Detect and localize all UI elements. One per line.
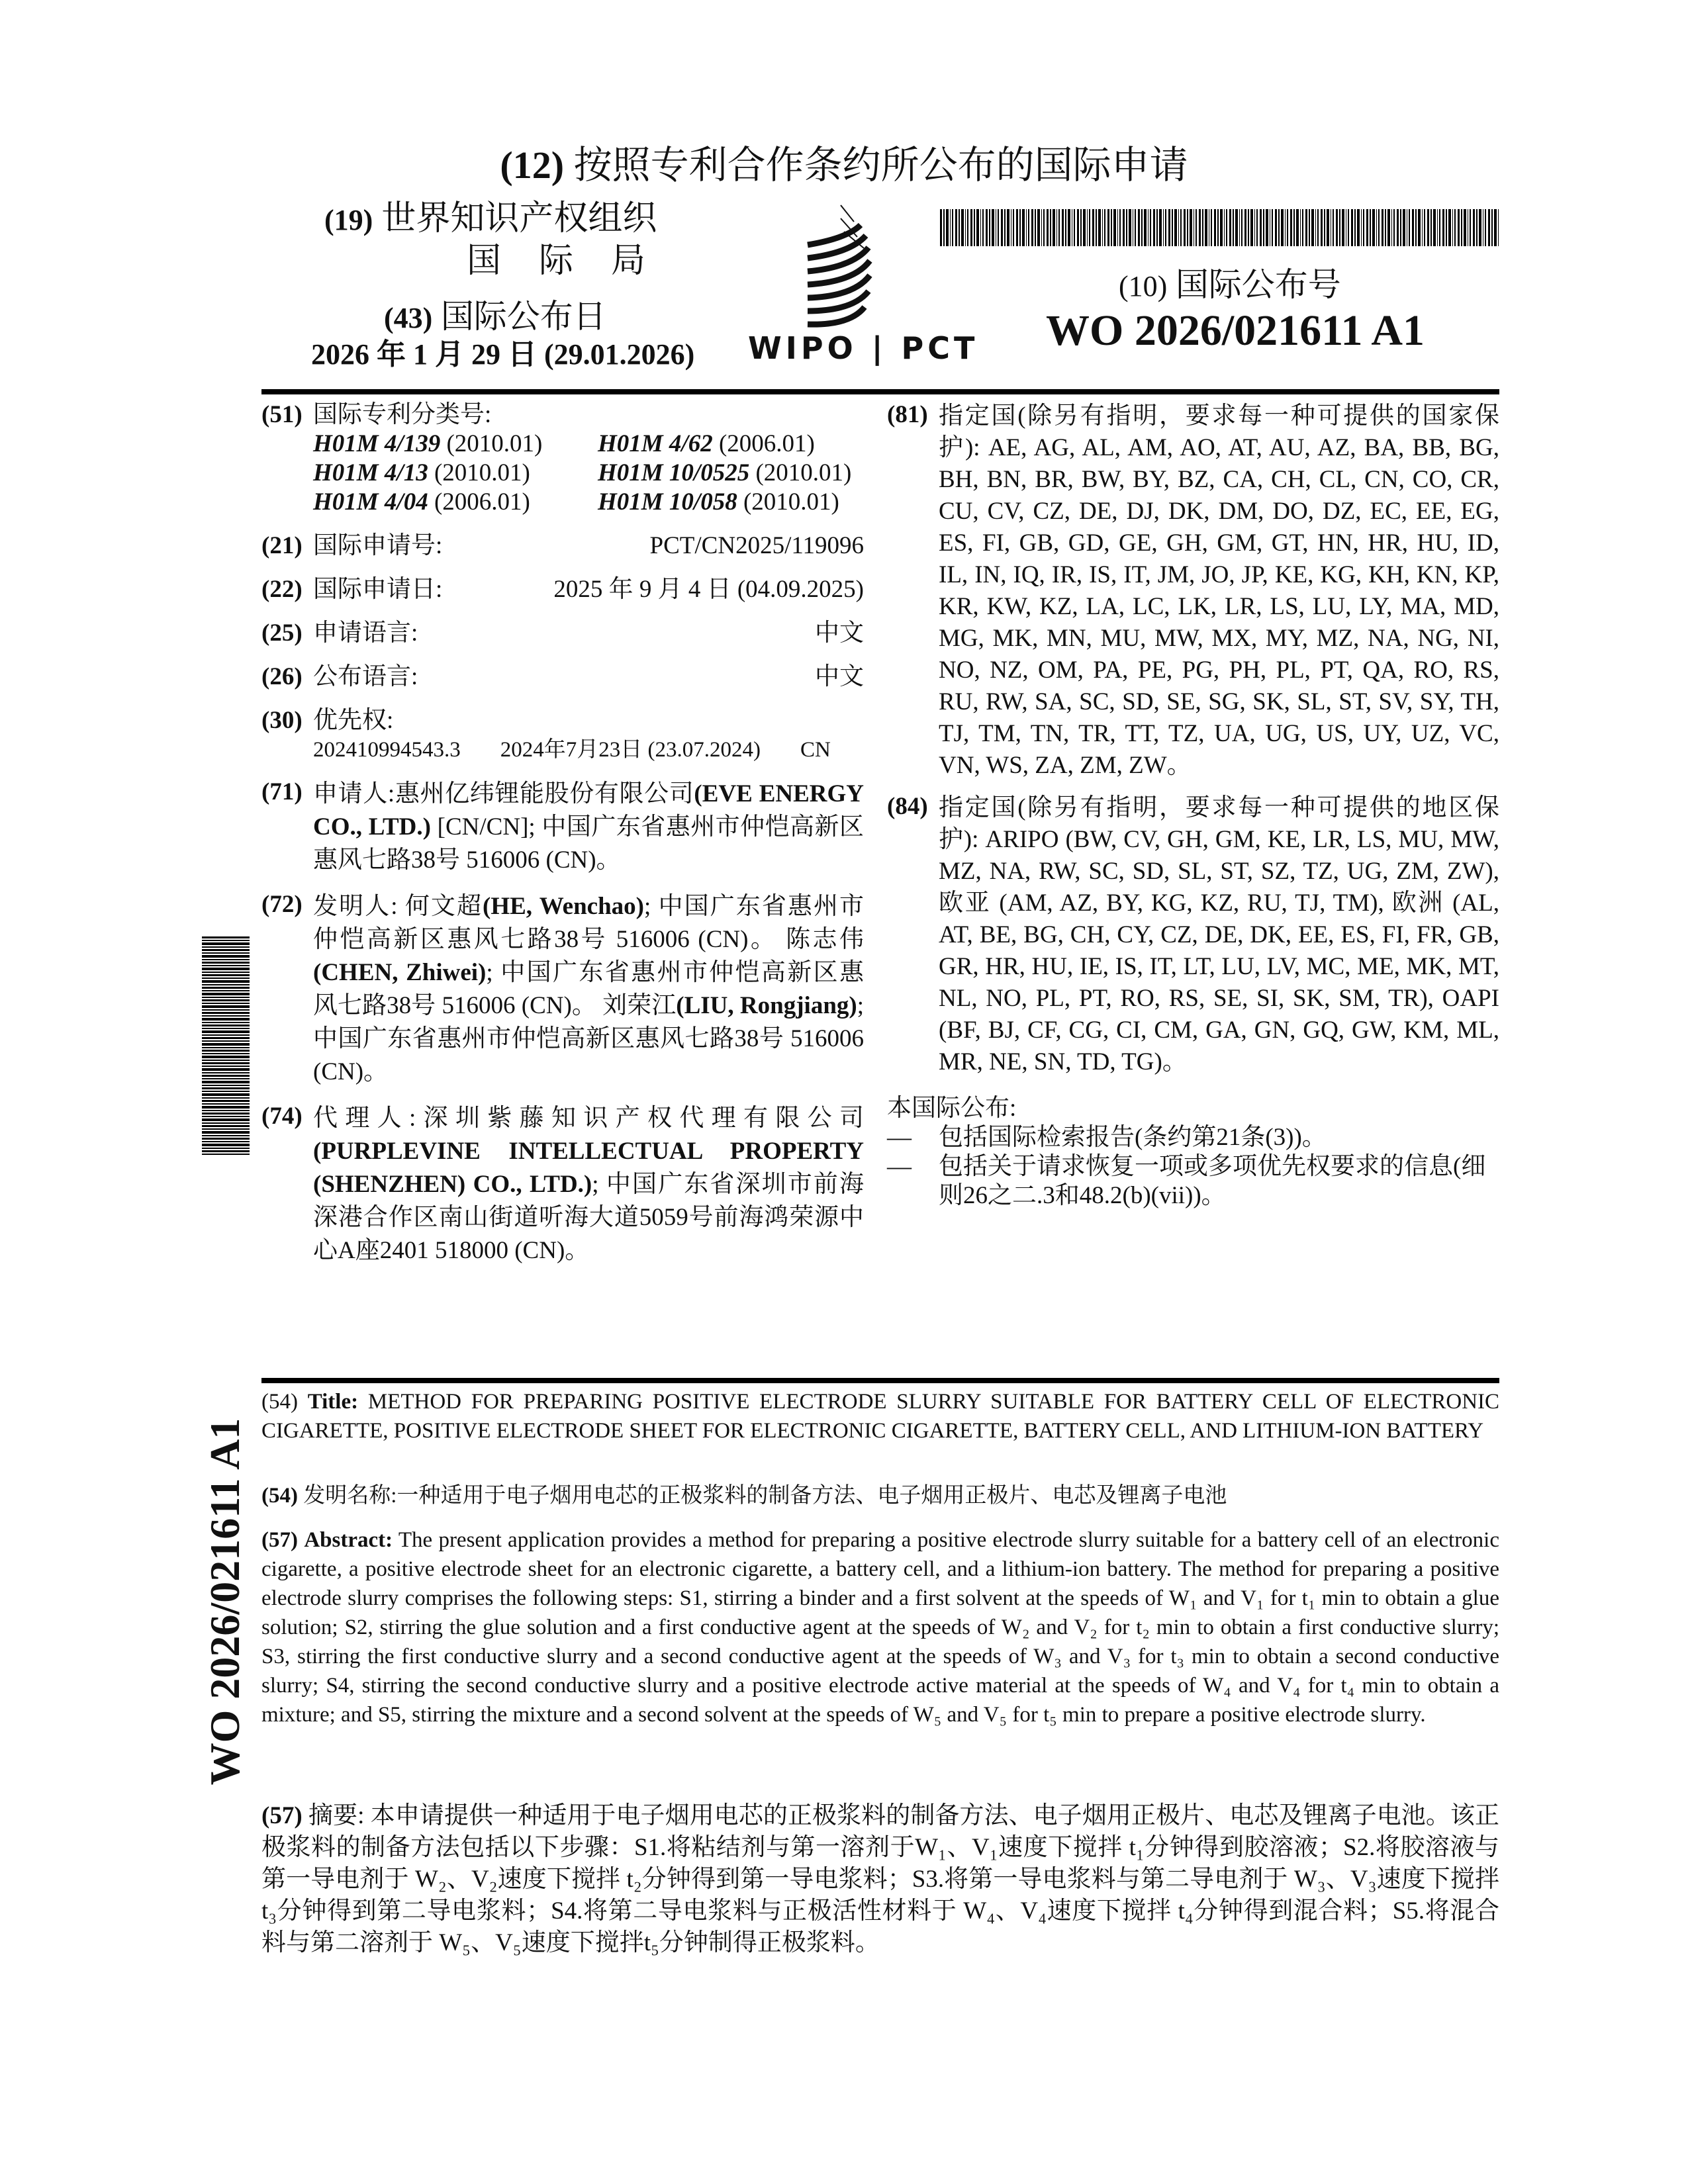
- label: 优先权:: [313, 707, 394, 734]
- label: 国际公布号: [1175, 266, 1341, 303]
- ipc-class: H01M 4/139: [313, 430, 441, 457]
- dash: —: [887, 1124, 912, 1151]
- title-text: METHOD FOR PREPARING POSITIVE ELECTRODE SLURRY SUITABLE FOR BATTERY CELL OF ELECTRONIC CIGARETTE, POSITIVE ELECTRODE SHEET FOR ELECTRONIC CIGARETTE, BATTERY CELL, AND LITHIUM-ION BATTERY: [261, 1390, 1500, 1443]
- title-text: 一种适用于电子烟用电芯的正极浆料的制备方法、电子烟用正极片、电芯及锂离子电池: [397, 1484, 1227, 1508]
- label: Abstract:: [304, 1528, 393, 1552]
- inid-code: (54): [261, 1484, 298, 1508]
- title-english: [261, 1387, 1499, 1445]
- agent-field: [261, 1102, 864, 1267]
- inventor-address: ; 中国广东省惠州市仲恺高新区惠风七路38号 516006 (CN)。: [313, 959, 865, 1019]
- ipc-class: H01M 4/04: [313, 488, 428, 516]
- label: 发明名称:: [303, 1484, 397, 1508]
- priority-number: 202410994543.3: [313, 738, 461, 762]
- label: 指定国(除另有指明，要求每一种可提供的地区保护):: [939, 794, 1499, 853]
- ipc-version: (2010.01): [743, 488, 839, 516]
- agent-name-cn: 深圳紫藤知识产权代理有限公司: [416, 1105, 865, 1132]
- label: 国际公布日: [440, 298, 606, 335]
- inid-code: (54): [261, 1390, 298, 1414]
- application-number-field: [261, 531, 864, 561]
- inventor-name-en: (LIU, Rongjiang): [676, 992, 857, 1019]
- document-type-heading: [0, 142, 1688, 189]
- label: 指定国(除另有指明，要求每一种可提供的国家保护):: [939, 402, 1499, 461]
- inid-code: (22): [261, 576, 303, 603]
- inventor-address: ; 中国广东省惠州市仲恺高新区惠风七路38号 516006 (CN)。: [313, 893, 865, 953]
- ipc-class: H01M 10/0525: [598, 459, 750, 486]
- filing-language-field: [261, 619, 864, 648]
- agent-address: ; 中国广东省深圳市前海深港合作区南山街道听海大道5059号前海鸿荣源中心A座2401 518000 (CN)。: [313, 1171, 865, 1264]
- inid-code: (84): [887, 793, 928, 820]
- filing-language: 中文: [815, 619, 864, 647]
- label: Title:: [307, 1390, 359, 1414]
- vertical-publication-number: WO 2026/021611 A1: [201, 1418, 248, 1786]
- ipc-classes: [313, 430, 876, 517]
- vertical-barcode: [202, 936, 250, 1155]
- dash: —: [887, 1153, 912, 1180]
- inventor-name-cn: 陈志伟: [786, 926, 865, 953]
- inid-code: (12): [500, 144, 565, 187]
- inid-code: (72): [261, 891, 303, 918]
- abstract-text: The present application provides a method for preparing a positive electrode slurry suitable for a battery cell of an electronic cigarette, a positive electrode sheet for an electronic cigarette, a battery cell, and a lithium-ion battery. The method for preparing a positive electrode slurry comprises the following steps: S1, stirring a binder and a first solvent at the speeds of W₁ and V₁ for t₁ min to obtain a glue solution; S2, stirring the glue solution and a first conductive agent at the speeds of W₂ and V₂ for t₂ min to obtain a first conductive slurry; S3, stirring the first conductive slurry and a second conductive agent at the speeds of W₃ and V₃ for t₃ min to obtain a second conductive slurry; S4, stirring the second conductive slurry and a positive electrode active material at the speeds of W₄ and V₄ for t₄ min to obtain a mixture; and S5, stirring the mixture and a second solvent at the speeds of W₅ and V₅ for t₅ min to prepare a positive electrode slurry.: [261, 1528, 1500, 1727]
- label: 国际申请日:: [313, 576, 443, 603]
- application-number: PCT/CN2025/119096: [649, 532, 864, 559]
- inid-code: (19): [324, 204, 373, 236]
- designated-states-regional: [887, 792, 1499, 1078]
- abstract-chinese: [261, 1800, 1499, 1959]
- ipc-field: [261, 400, 864, 517]
- ipc-version: (2010.01): [755, 459, 852, 486]
- publication-date-label: [384, 296, 606, 338]
- filing-date-field: [261, 575, 864, 604]
- ipc-class: H01M 4/13: [313, 459, 428, 486]
- inid-code: (51): [261, 401, 303, 428]
- ipc-label: 国际专利分类号:: [313, 401, 492, 428]
- publication-number-label: [1119, 265, 1341, 306]
- label: 发明人:: [313, 893, 398, 920]
- inventor-name-en: (HE, Wenchao): [483, 893, 644, 920]
- national-states-list: AE, AG, AL, AM, AO, AT, AU, AZ, BA, BB, BG, BH, BN, BR, BW, BY, BZ, CA, CH, CL, CN, CO, CR, CU, CV, CZ, DE, DJ, DK, DM, DO, DZ, EC, EE, EG, ES, FI, GB, GD, GE, GH, GM, GT, HN, HR, HU, ID, IL, IN, IQ, IR, IS, IT, JM, JO, JP, KE, KG, KH, KN, KP, KR, KW, KZ, LA, LC, LK, LR, LS, LU, LY, MA, MD, MG, MK, MN, MU, MW, MX, MY, MZ, NA, NG, NI, NO, NZ, OM, PA, PE, PG, PH, PL, PT, QA, RO, RS, RU, RW, SA, SC, SD, SE, SG, SK, SL, ST, SV, SY, TH, TJ, TM, TN, TR, TT, TZ, UA, UG, US, UY, UZ, VC, VN, WS, ZA, ZM, ZW。: [939, 434, 1500, 779]
- notes-heading: 本国际公布:: [887, 1095, 1017, 1122]
- ipc-version: (2010.01): [434, 459, 530, 486]
- inid-code: (21): [261, 532, 303, 559]
- inid-code: (10): [1119, 270, 1168, 302]
- inventor-name-en: (CHEN, Zhiwei): [313, 959, 487, 986]
- inid-code: (43): [384, 302, 433, 334]
- abstract-text: 本申请提供一种适用于电子烟用电芯的正极浆料的制备方法、电子烟用正极片、电芯及锂离子电池。该正极浆料的制备方法包括以下步骤：S1.将粘结剂与第一溶剂于W₁、V₁速度下搅拌 t₁分钟得到胶溶液；S2.将胶溶液与第一导电剂于 W₂、V₂速度下搅拌 t₂分钟得到第一导电浆料；S3.将第一导电浆料与第二导电剂于 W₃、V₃速度下搅拌t₃分钟得到第二导电浆料；S4.将第二导电浆料与正极活性材料于 W₄、V₄速度下搅拌 t₄分钟得到混合料；S5.将混合料与第二溶剂于 W₅、V₅速度下搅拌t₅分钟制得正极浆料。: [261, 1802, 1500, 1956]
- barcode: [940, 209, 1499, 246]
- label: 代理人:: [313, 1105, 416, 1132]
- applicant-name-cn: 惠州亿纬锂能股份有限公司: [395, 780, 694, 807]
- note-text: 包括关于请求恢复一项或多项优先权要求的信息(细则26之二.3和48.2(b)(vii))。: [939, 1153, 1486, 1209]
- filing-date: 2025 年 9 月 4 日 (04.09.2025): [553, 576, 864, 603]
- priority-date: 2024年7月23日 (23.07.2024): [500, 738, 761, 762]
- inid-code: (81): [887, 401, 928, 428]
- ipc-class: H01M 10/058: [598, 488, 737, 516]
- inventor-name-cn: 何文超: [404, 893, 483, 920]
- organization-bureau: 国 际 局: [467, 242, 661, 280]
- inid-code: (26): [261, 663, 303, 690]
- inid-code: (74): [261, 1103, 303, 1130]
- divider: [261, 389, 1499, 394]
- note-item: [887, 1152, 1499, 1210]
- label: 申请人:: [313, 780, 395, 807]
- applicant-address: [CN/CN]; 中国广东省惠州市仲恺高新区惠风七路38号 516006 (CN)。: [313, 813, 864, 874]
- bibliographic-right-column: [887, 400, 1499, 1210]
- organization-name: 世界知识产权组织: [381, 200, 657, 238]
- inventor-name-cn: 刘荣江: [602, 992, 677, 1019]
- bibliographic-left-column: [261, 400, 864, 1277]
- divider: [261, 1378, 1499, 1383]
- ipc-version: (2006.01): [434, 488, 530, 516]
- publication-language: 中文: [815, 663, 864, 690]
- publication-number: WO 2026/021611 A1: [1046, 306, 1425, 355]
- abstract-english: [261, 1525, 1499, 1729]
- inid-code: (71): [261, 778, 303, 805]
- publication-date: 2026 年 1 月 29 日 (29.01.2026): [311, 338, 695, 371]
- inventors-field: [261, 890, 864, 1089]
- publication-notes: [887, 1094, 1499, 1210]
- applicant-name-en: (EVE ENERGY CO., LTD.): [313, 780, 865, 841]
- document-type: 按照专利合作条约所公布的国际申请: [573, 144, 1188, 187]
- label: 申请语言:: [313, 619, 418, 647]
- publication-language-field: [261, 662, 864, 692]
- organization-block: [324, 199, 695, 282]
- priority-field: [261, 706, 864, 764]
- priority-country: CN: [800, 738, 831, 762]
- note-item: [887, 1123, 1499, 1152]
- svg-text:WIPO | PCT: WIPO | PCT: [748, 330, 979, 366]
- regional-states-list: ARIPO (BW, CV, GH, GM, KE, LR, LS, MU, MW, MZ, NA, RW, SC, SD, SL, ST, SZ, TZ, UG, ZM, ZW), 欧亚 (AM, AZ, BY, KG, KZ, RU, TJ, TM), 欧洲 (AL, AT, BE, BG, CH, CY, CZ, DE, DK, EE, ES, FI, FR, GB, GR, HR, HU, IE, IS, IT, LT, LU, LV, MC, ME, MK, MT, NL, NO, PL, PT, RO, RS, SE, SI, SK, SM, TR), OAPI (BF, BJ, CF, CG, CI, CM, GA, GN, GQ, GW, KM, ML, MR, NE, SN, TD, TG)。: [939, 826, 1499, 1075]
- inid-code: (57): [261, 1802, 303, 1829]
- ipc-version: (2006.01): [718, 430, 815, 457]
- wipo-pct-logo: [735, 192, 979, 366]
- inventor-address: ; 中国广东省惠州市仲恺高新区惠风七路38号 516006 (CN)。: [313, 992, 864, 1085]
- ipc-version: (2010.01): [446, 430, 543, 457]
- label: 公布语言:: [313, 663, 418, 690]
- note-text: 包括国际检索报告(条约第21条(3))。: [939, 1124, 1327, 1151]
- inid-code: (30): [261, 707, 303, 734]
- inid-code: (25): [261, 619, 303, 647]
- label: 国际申请号:: [313, 532, 443, 559]
- label: 摘要:: [308, 1802, 365, 1829]
- title-chinese: [261, 1481, 1499, 1510]
- ipc-class: H01M 4/62: [598, 430, 713, 457]
- inid-code: (57): [261, 1528, 298, 1552]
- wipo-globe-icon: [735, 192, 979, 366]
- designated-states-national: [887, 400, 1499, 782]
- agent-name-en: (PURPLEVINE INTELLECTUAL PROPERTY (SHENZHEN) CO., LTD.): [313, 1138, 864, 1198]
- applicant-field: [261, 778, 864, 877]
